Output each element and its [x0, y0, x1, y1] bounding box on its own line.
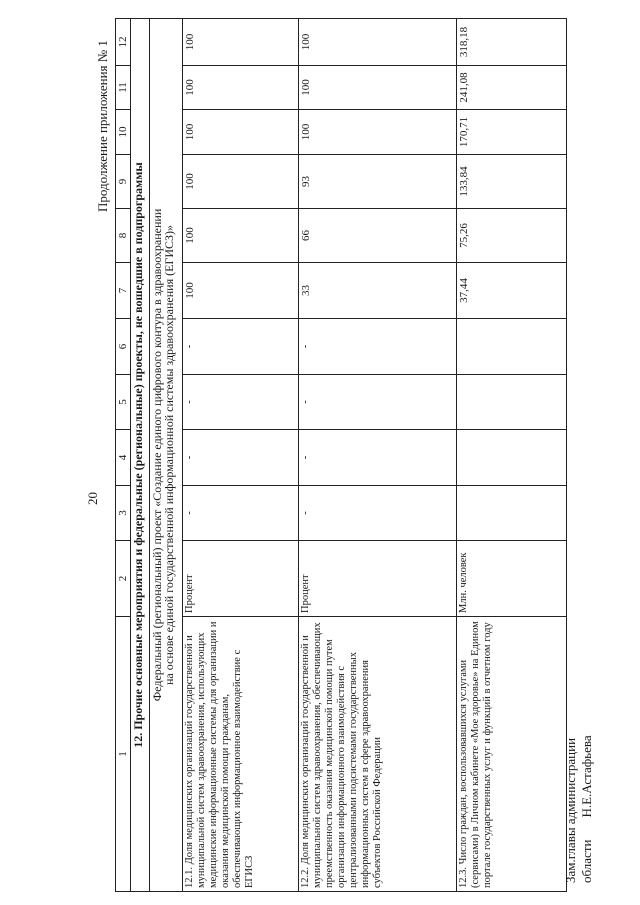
indicator-name: 12.2. Доля медицинских организаций государственной и муниципальной систем здравоохранения, обеспечивающих преемственность оказания медицинской помощи путем организации информационного взаимодействия с централизованными подсистемами государственных информационных систем в сфере здравоохранения субъектов Российской Федерации [299, 617, 457, 892]
value-cell [457, 319, 567, 375]
table-row [299, 19, 457, 892]
col-number: 9 [116, 155, 131, 209]
project-title-line1: Федеральный (региональный) проект «Создание единого цифрового контура в здравоохранении [150, 208, 164, 702]
signature-block [563, 735, 595, 883]
col-number: 12 [116, 19, 131, 66]
value-cell: 100 [183, 66, 299, 110]
value-cell [457, 486, 567, 541]
value-cell: 318,18 [457, 19, 567, 66]
project-row [150, 19, 183, 892]
value-cell: 170,71 [457, 110, 567, 155]
col-number: 8 [116, 209, 131, 263]
value-cell: - [299, 430, 457, 486]
continuation-note: Продолжение приложения № 1 [95, 40, 110, 212]
value-cell: - [299, 375, 457, 430]
value-cell: 100 [183, 19, 299, 66]
value-cell: 100 [183, 263, 299, 319]
signature-person: Н.Е.Астафьева [579, 735, 594, 818]
col-number: 7 [116, 263, 131, 319]
indicator-table [115, 18, 567, 892]
col-number: 11 [116, 66, 131, 110]
value-cell: 133,84 [457, 155, 567, 209]
signature-position: Зам.главы администрации [563, 737, 578, 883]
col-number: 4 [116, 430, 131, 486]
value-cell: 37,44 [457, 263, 567, 319]
value-cell: 241,08 [457, 66, 567, 110]
indicator-unit: Млн. человек [457, 541, 567, 617]
value-cell: 100 [299, 66, 457, 110]
signature-region: области [579, 839, 594, 883]
value-cell: 93 [299, 155, 457, 209]
value-cell: - [299, 319, 457, 375]
value-cell: 33 [299, 263, 457, 319]
col-number: 2 [116, 541, 131, 617]
value-cell: 75,26 [457, 209, 567, 263]
value-cell: - [183, 486, 299, 541]
col-number: 3 [116, 486, 131, 541]
value-cell: 100 [299, 19, 457, 66]
col-number: 1 [116, 617, 131, 892]
value-cell: 100 [183, 209, 299, 263]
value-cell [457, 430, 567, 486]
section-title: 12. Прочие основные мероприятия и федеральные (региональные) проекты, не вошедшие в подпрограммы [131, 19, 150, 892]
value-cell: 66 [299, 209, 457, 263]
value-cell: - [183, 375, 299, 430]
column-number-row [116, 19, 131, 892]
table-row [457, 19, 567, 892]
indicator-name: 12.1. Доля медицинских организаций государственной и муниципальной систем здравоохранения, использующих медицинские информационные системы для организации и оказания медицинской помощи гражданам, обеспечивающих информационное взаимодействие с ЕГИСЗ [183, 617, 299, 892]
value-cell: 100 [183, 155, 299, 209]
table-row [183, 19, 299, 892]
indicator-unit: Процент [183, 541, 299, 617]
signature-line2 [579, 735, 595, 883]
value-cell: - [299, 486, 457, 541]
value-cell: 100 [299, 110, 457, 155]
col-number: 6 [116, 319, 131, 375]
section-row [131, 19, 150, 892]
project-title [150, 19, 183, 892]
indicator-unit: Процент [299, 541, 457, 617]
value-cell: 100 [183, 110, 299, 155]
page-number: 20 [85, 492, 100, 505]
value-cell: - [183, 319, 299, 375]
col-number: 10 [116, 110, 131, 155]
value-cell [457, 375, 567, 430]
value-cell: - [183, 430, 299, 486]
indicator-name: 12.3. Число граждан, воспользовавшихся услугами (сервисами) в Личном кабинете «Мое здоровье» на Едином портале государственных услуг и функций в отчетном году [457, 617, 567, 892]
project-title-line2: на основе единой государственной информационной системы здравоохранения (ЕГИСЗ)» [162, 224, 176, 686]
col-number: 5 [116, 375, 131, 430]
